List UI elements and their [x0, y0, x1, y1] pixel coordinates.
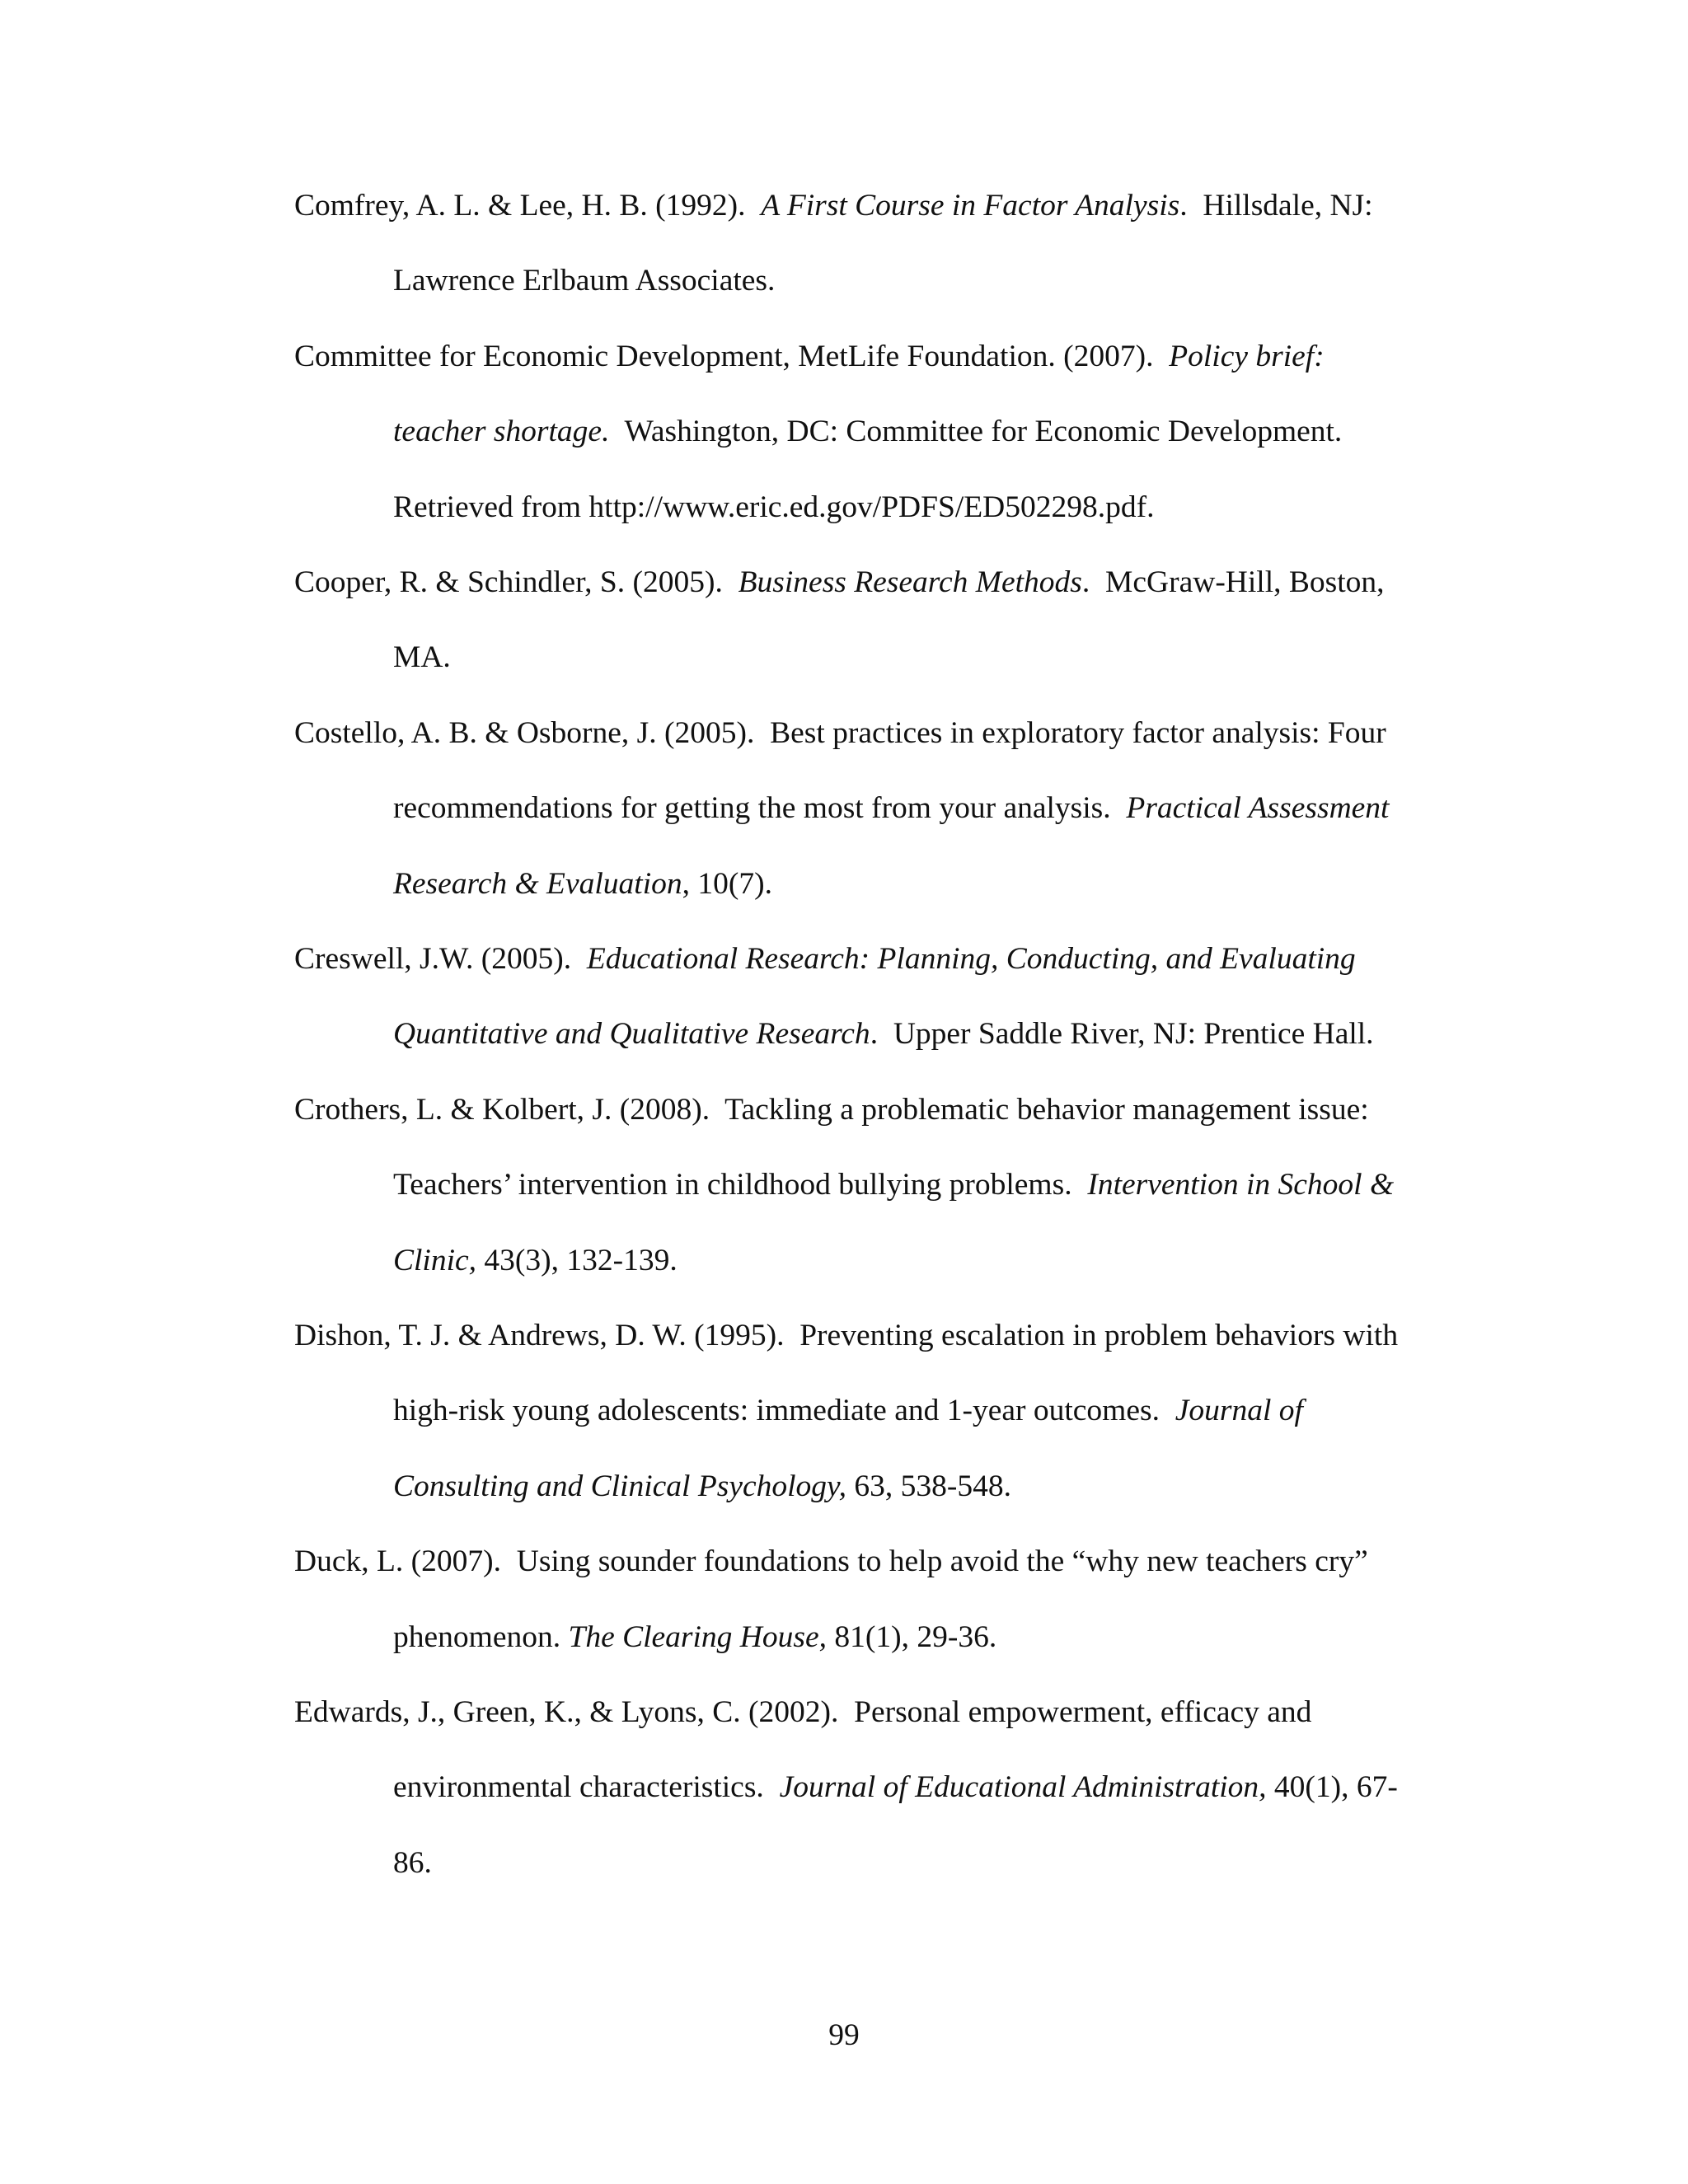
text-segment: Lawrence Erlbaum Associates.	[393, 264, 776, 298]
text-segment: environmental characteristics.	[393, 1770, 780, 1805]
reference-first-line	[294, 1692, 1311, 1733]
reference-first-line	[294, 185, 1373, 227]
italic-text: A First Course in Factor Analysis	[761, 189, 1180, 223]
reference-first-line	[294, 562, 1385, 603]
reference-continuation-line	[393, 487, 1155, 528]
text-segment: Retrieved from http://www.eric.ed.gov/PDFS/ED502298.pdf.	[393, 490, 1155, 524]
text-segment: . Upper Saddle River, NJ: Prentice Hall.	[870, 1017, 1374, 1052]
reference-continuation-line	[393, 1014, 1374, 1055]
italic-text: Policy brief:	[1169, 339, 1325, 373]
italic-text: Consulting and Clinical Psychology,	[393, 1469, 846, 1503]
text-segment: Duck, L. (2007). Using sounder foundations to help avoid the “why new teachers cry”	[294, 1544, 1368, 1579]
text-segment: MA.	[393, 640, 451, 675]
italic-text: Journal of Educational Administration,	[779, 1770, 1267, 1805]
italic-text: Quantitative and Qualitative Research	[393, 1017, 870, 1052]
reference-first-line	[294, 713, 1386, 754]
reference-continuation-line	[393, 411, 1342, 452]
page-number: 99	[828, 2018, 860, 2052]
reference-continuation-line	[393, 1767, 1398, 1808]
reference-continuation-line	[393, 637, 451, 678]
reference-first-line	[294, 939, 1356, 980]
italic-text: Intervention in School &	[1087, 1168, 1395, 1202]
text-segment: 86.	[393, 1845, 432, 1880]
text-segment: Creswell, J.W. (2005).	[294, 942, 587, 976]
reference-continuation-line	[393, 864, 772, 905]
reference-first-line	[294, 1315, 1398, 1357]
text-segment: . McGraw-Hill, Boston,	[1081, 565, 1385, 599]
text-segment: Committee for Economic Development, MetLife Foundation. (2007).	[294, 339, 1170, 373]
reference-continuation-line	[393, 788, 1389, 829]
reference-first-line	[294, 1090, 1369, 1131]
text-segment: Comfrey, A. L. & Lee, H. B. (1992).	[294, 189, 762, 223]
text-segment: Washington, DC: Committee for Economic Development.	[609, 415, 1343, 449]
reference-continuation-line	[393, 1390, 1303, 1432]
italic-text: Research & Evaluation	[393, 866, 682, 901]
text-segment: Teachers’ intervention in childhood bullying problems.	[393, 1168, 1088, 1202]
reference-first-line	[294, 336, 1325, 377]
text-segment: phenomenon.	[393, 1619, 569, 1654]
italic-text: Educational Research: Planning, Conducting, and Evaluating	[586, 942, 1356, 976]
reference-continuation-line	[393, 260, 775, 302]
reference-continuation-line	[393, 1843, 432, 1884]
text-segment: 81(1), 29-36.	[827, 1619, 997, 1654]
reference-continuation-line	[393, 1466, 1011, 1507]
reference-continuation-line	[393, 1240, 678, 1282]
text-segment: Dishon, T. J. & Andrews, D. W. (1995). Preventing escalation in problem behaviors with	[294, 1319, 1399, 1352]
italic-text: Practical Assessment	[1126, 791, 1390, 826]
text-segment: 43(3), 132-139.	[476, 1243, 678, 1277]
italic-text: Clinic,	[393, 1243, 477, 1277]
italic-text: Journal of	[1175, 1394, 1303, 1428]
text-segment: Crothers, L. & Kolbert, J. (2008). Tackling a problematic behavior management issue:	[294, 1092, 1369, 1127]
italic-text: teacher shortage.	[393, 415, 610, 449]
reference-continuation-line	[393, 1165, 1394, 1206]
reference-first-line	[294, 1541, 1368, 1582]
text-segment: , 10(7).	[682, 866, 772, 901]
text-segment: Cooper, R. & Schindler, S. (2005).	[294, 565, 738, 599]
text-segment: . Hillsdale, NJ:	[1179, 189, 1373, 223]
text-segment: Edwards, J., Green, K., & Lyons, C. (2002). Personal empowerment, efficacy and	[294, 1695, 1312, 1729]
text-segment: 40(1), 67-	[1266, 1770, 1398, 1805]
text-segment: 63, 538-548.	[846, 1469, 1011, 1503]
text-segment: Costello, A. B. & Osborne, J. (2005). Best practices in exploratory factor analysis: Four	[294, 715, 1386, 750]
text-segment: recommendations for getting the most from your analysis.	[393, 791, 1127, 826]
italic-text: The Clearing House,	[568, 1619, 828, 1654]
italic-text: Business Research Methods	[738, 565, 1082, 599]
text-segment: high-risk young adolescents: immediate and 1-year outcomes.	[393, 1394, 1175, 1428]
reference-continuation-line	[393, 1617, 996, 1658]
